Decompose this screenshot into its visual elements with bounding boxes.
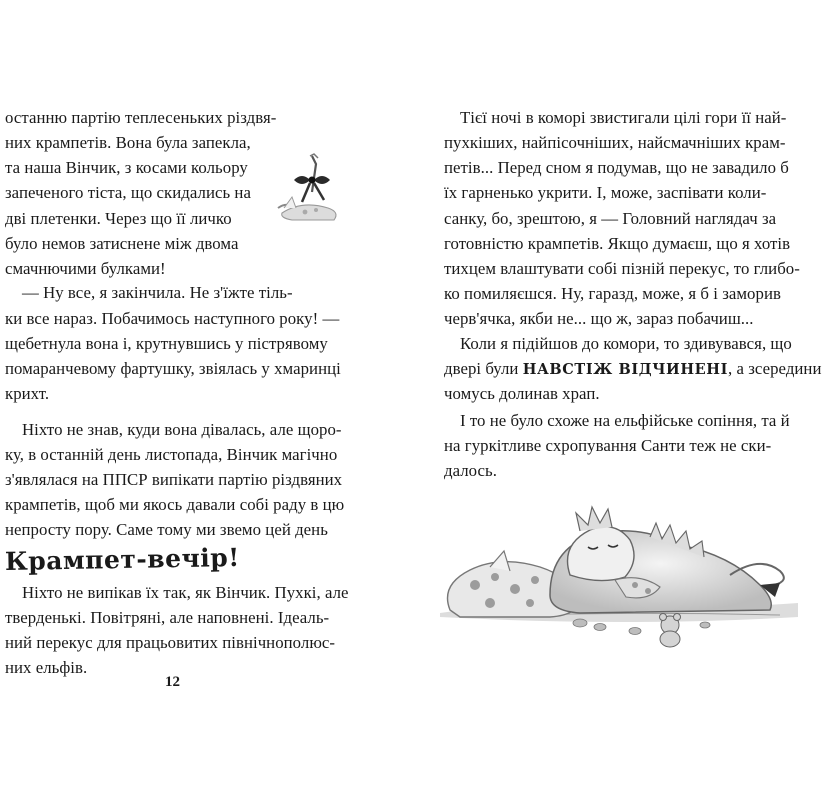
- text-line: було немов затиснене між двома: [5, 234, 239, 253]
- text-line: непросту пору. Саме тому ми звемо цей день: [5, 520, 328, 539]
- text-line: І то не було схоже на ельфійське сопіння, та й: [460, 411, 790, 430]
- text-line: останню партію теплесеньких різдвя-: [5, 108, 277, 127]
- text-line: петів... Перед сном я подумав, що не завадило б: [444, 158, 789, 177]
- text-line-with-caps: [444, 359, 822, 380]
- text-line: крихт.: [5, 384, 50, 403]
- text-line: них ельфів.: [5, 658, 88, 677]
- text-line: ний перекус для працьовитих північнополюс-: [5, 633, 336, 652]
- text-line: Ніхто не знав, куди вона дівалась, але щоро-: [22, 420, 342, 439]
- text-line: запеченого тіста, що скидались на: [5, 183, 251, 202]
- text-line: ки все нараз. Побачимось наступного року! —: [5, 309, 340, 328]
- text-line: них крампетів. Вона була запекла,: [5, 133, 251, 152]
- text-line: дві плетенки. Через що її личко: [5, 209, 232, 228]
- text-fragment: двері були: [444, 359, 523, 378]
- page-number: 12: [165, 674, 180, 690]
- text-line: тихцем влаштувати собі пізній перекус, то глибо-: [444, 259, 800, 278]
- text-line: черв'ячка, якби не... що ж, зараз побачиш...: [444, 309, 754, 328]
- left-page: [0, 0, 400, 800]
- text-line: санку, бо, зрештою, я — Головний наглядач за: [444, 209, 777, 228]
- text-line: на гуркітливе схропування Санти теж не ски-: [444, 436, 772, 455]
- text-line: Ніхто не випікав їх так, як Вінчик. Пухкі, але: [22, 583, 349, 602]
- text-line: ку, в останній день листопада, Вінчик магічно: [5, 445, 338, 464]
- text-line: крампетів, щоб ми якось давали собі раду в цю: [5, 495, 345, 514]
- text-line: з'являлася на ППСР випікати партію різдвяних: [5, 470, 343, 489]
- text-line: Коли я підійшов до комори, то здивувався, що: [460, 334, 792, 353]
- text-line: Тієї ночі в коморі звистигали цілі гори її най-: [460, 108, 787, 127]
- text-line: пухкіших, найпісочніших, найсмачніших крам-: [444, 133, 786, 152]
- text-line: тверденькі. Повітряні, але наповнені. Ідеаль-: [5, 608, 330, 627]
- text-line: їх гарненько укрити. І, може, заспівати коли-: [444, 183, 767, 202]
- wide-open-caps: НАВСТІЖ ВІДЧИНЕНІ: [522, 361, 728, 378]
- right-page: [400, 0, 822, 800]
- text-fragment: , а зсередини: [727, 359, 822, 378]
- text-line: щебетнула вона і, крутнувшись у пістрявому: [5, 334, 328, 353]
- crumpet-evening-heading: Крампет-вечір!: [4, 542, 240, 577]
- doll-with-bow-illustration: [272, 150, 352, 230]
- text-line: чомусь долинав храп.: [444, 384, 600, 403]
- text-line: смачнючими булками!: [5, 259, 166, 278]
- text-line: далось.: [444, 461, 497, 480]
- text-line: — Ну все, я закінчила. Не з'їжте тіль-: [22, 283, 293, 302]
- text-line: ко помиляєшся. Ну, гаразд, може, я б і заморив: [444, 284, 781, 303]
- text-line: та наша Вінчик, з косами кольору: [5, 158, 248, 177]
- text-line: помаранчевому фартушку, звіялась у хмаринці: [5, 359, 341, 378]
- text-line: готовністю крампетів. Якщо думаєш, що я хотів: [444, 234, 791, 253]
- sleeping-dragon-illustration: [430, 485, 800, 655]
